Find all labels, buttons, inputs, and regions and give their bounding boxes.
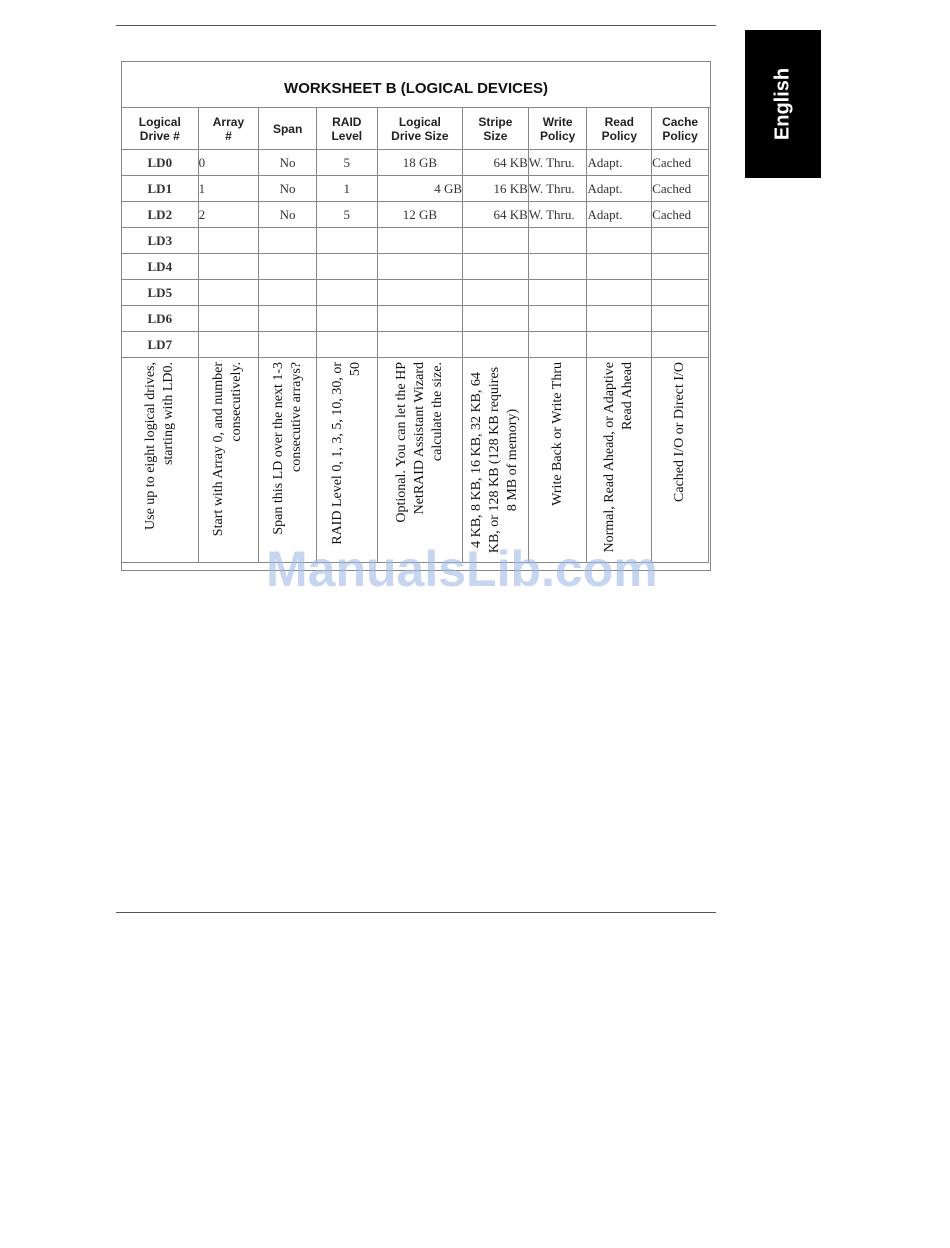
cell-stripe[interactable]: [463, 254, 529, 280]
cell-span[interactable]: [259, 254, 317, 280]
cell-span[interactable]: [259, 306, 317, 332]
cell-span: No: [259, 176, 317, 202]
cell-write: W. Thru.: [528, 176, 587, 202]
cell-stripe[interactable]: [463, 332, 529, 358]
cell-stripe: 64 KB: [463, 150, 529, 176]
cell-write[interactable]: [528, 306, 587, 332]
note-cell: [198, 358, 259, 563]
language-tab: [745, 30, 821, 178]
cell-read[interactable]: [587, 254, 652, 280]
cell-array: 0: [198, 150, 259, 176]
cell-raid[interactable]: [316, 280, 377, 306]
cell-array: 2: [198, 202, 259, 228]
cell-cache[interactable]: [652, 254, 709, 280]
language-tab-label: English: [771, 67, 794, 141]
cell-read[interactable]: [587, 306, 652, 332]
cell-ld: LD5: [122, 280, 199, 306]
cell-ld: LD7: [122, 332, 199, 358]
cell-cache: Cached: [652, 202, 709, 228]
header-stripe-size: Stripe Size: [463, 108, 529, 150]
table-row: [122, 254, 709, 280]
cell-array[interactable]: [198, 306, 259, 332]
note-raid-level: RAID Level 0, 1, 3, 5, 10, 30, or 50: [329, 362, 363, 545]
cell-read: Adapt.: [587, 202, 652, 228]
cell-cache[interactable]: [652, 280, 709, 306]
note-stripe-size: 4 KB, 8 KB, 16 KB, 32 KB, 64 KB, or 128 KB (128 KB requires 8 MB of memory): [469, 366, 521, 554]
cell-size: 18 GB: [377, 150, 463, 176]
cell-read[interactable]: [587, 332, 652, 358]
cell-array[interactable]: [198, 254, 259, 280]
cell-write[interactable]: [528, 254, 587, 280]
cell-size[interactable]: [377, 306, 463, 332]
table-row: [122, 150, 709, 176]
cell-span: No: [259, 202, 317, 228]
header-read-policy: Read Policy: [587, 108, 652, 150]
note-read-policy: Normal, Read Ahead, or Adaptive Read Ahead: [602, 362, 636, 553]
note-write-policy: Write Back or Write Thru: [549, 362, 565, 506]
bottom-rule: [116, 912, 716, 913]
cell-raid[interactable]: [316, 332, 377, 358]
cell-read: Adapt.: [587, 176, 652, 202]
cell-size[interactable]: [377, 228, 463, 254]
cell-write: W. Thru.: [528, 150, 587, 176]
cell-write[interactable]: [528, 280, 587, 306]
notes-row: [122, 358, 709, 563]
cell-ld: LD2: [122, 202, 199, 228]
cell-ld: LD1: [122, 176, 199, 202]
cell-read[interactable]: [587, 228, 652, 254]
table-row: [122, 332, 709, 358]
table-row: [122, 280, 709, 306]
cell-ld: LD0: [122, 150, 199, 176]
top-rule: [116, 25, 716, 26]
note-logical-drive: Use up to eight logical drives, starting with LD0.: [142, 362, 176, 530]
header-logical-drive-size: Logical Drive Size: [377, 108, 463, 150]
cell-cache[interactable]: [652, 228, 709, 254]
cell-array[interactable]: [198, 228, 259, 254]
cell-stripe[interactable]: [463, 280, 529, 306]
note-cell: [122, 358, 199, 563]
cell-span[interactable]: [259, 332, 317, 358]
cell-span[interactable]: [259, 228, 317, 254]
cell-raid: 1: [316, 176, 377, 202]
cell-array[interactable]: [198, 332, 259, 358]
cell-size[interactable]: [377, 254, 463, 280]
cell-ld: LD6: [122, 306, 199, 332]
cell-stripe[interactable]: [463, 228, 529, 254]
cell-cache: Cached: [652, 176, 709, 202]
cell-read: Adapt.: [587, 150, 652, 176]
cell-cache: Cached: [652, 150, 709, 176]
worksheet-b: [121, 61, 711, 571]
note-drive-size: Optional. You can let the HP NetRAID Assistant Wizard calculate the size.: [393, 362, 445, 523]
cell-array: 1: [198, 176, 259, 202]
note-array: Start with Array 0, and number consecutively.: [211, 362, 245, 537]
cell-size: 12 GB: [377, 202, 463, 228]
note-cell: [652, 358, 709, 563]
cell-ld: LD4: [122, 254, 199, 280]
header-logical-drive: Logical Drive #: [122, 108, 199, 150]
header-span: Span: [259, 108, 317, 150]
note-cell: [377, 358, 463, 563]
cell-array[interactable]: [198, 280, 259, 306]
header-cache-policy: Cache Policy: [652, 108, 709, 150]
cell-ld: LD3: [122, 228, 199, 254]
header-raid-level: RAID Level: [316, 108, 377, 150]
cell-size[interactable]: [377, 280, 463, 306]
table-row: [122, 228, 709, 254]
cell-raid[interactable]: [316, 228, 377, 254]
table-row: [122, 176, 709, 202]
logical-devices-table: [121, 107, 709, 563]
cell-stripe[interactable]: [463, 306, 529, 332]
cell-stripe: 64 KB: [463, 202, 529, 228]
cell-stripe: 16 KB: [463, 176, 529, 202]
cell-raid[interactable]: [316, 306, 377, 332]
note-cache-policy: Cached I/O or Direct I/O: [672, 362, 688, 502]
note-cell: [259, 358, 317, 563]
watermark: ManualsLib.com: [266, 541, 658, 597]
cell-write: W. Thru.: [528, 202, 587, 228]
table-row: [122, 306, 709, 332]
cell-write[interactable]: [528, 228, 587, 254]
header-write-policy: Write Policy: [528, 108, 587, 150]
cell-cache[interactable]: [652, 332, 709, 358]
cell-raid: 5: [316, 150, 377, 176]
worksheet-title: WORKSHEET B (LOGICAL DEVICES): [122, 62, 710, 108]
cell-write[interactable]: [528, 332, 587, 358]
cell-size: 4 GB: [377, 176, 463, 202]
cell-span: No: [259, 150, 317, 176]
cell-span[interactable]: [259, 280, 317, 306]
cell-raid: 5: [316, 202, 377, 228]
cell-cache[interactable]: [652, 306, 709, 332]
note-cell: [316, 358, 377, 563]
table-header-row: [122, 108, 709, 150]
note-cell: [463, 358, 529, 563]
header-array: Array #: [198, 108, 259, 150]
table-row: [122, 202, 709, 228]
cell-size[interactable]: [377, 332, 463, 358]
cell-read[interactable]: [587, 280, 652, 306]
note-cell: [587, 358, 652, 563]
note-cell: [528, 358, 587, 563]
cell-raid[interactable]: [316, 254, 377, 280]
note-span: Span this LD over the next 1-3 consecutive arrays?: [270, 362, 304, 535]
